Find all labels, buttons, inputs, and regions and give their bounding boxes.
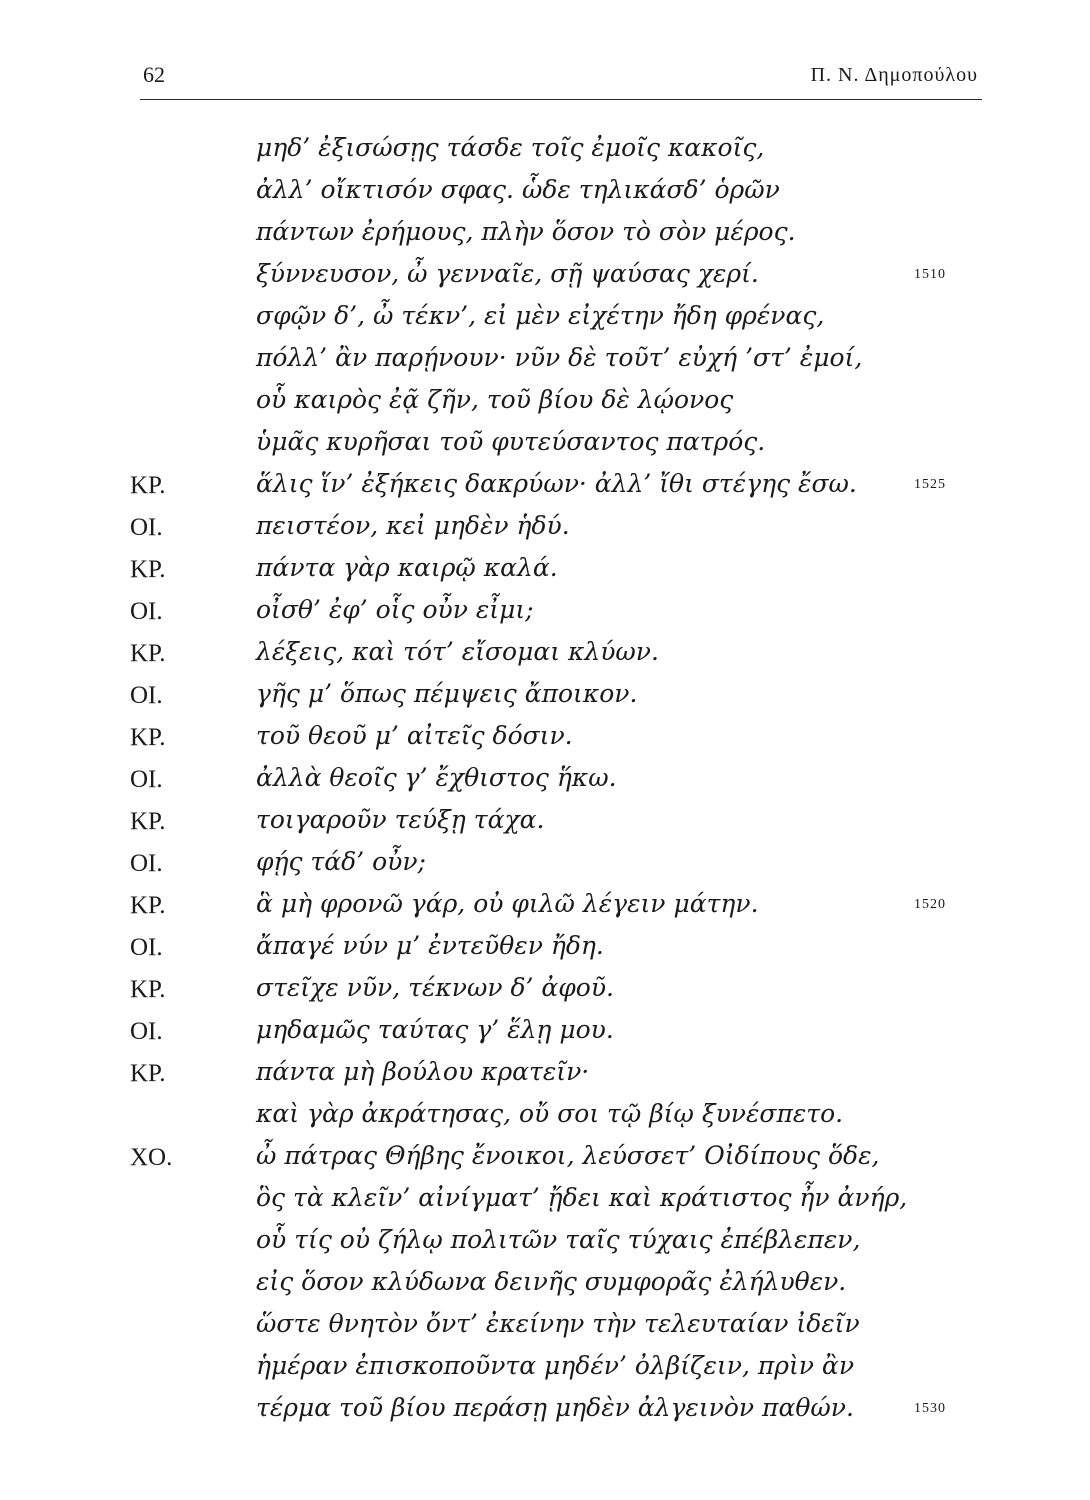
verse-text: πειστέον, κεἰ μηδὲν ἡδύ.: [256, 511, 570, 540]
verse-text: τοιγαροῦν τεύξῃ τάχα.: [256, 805, 545, 834]
verse-line: [0, 343, 1090, 385]
speaker-label: ΧΟ.: [130, 1144, 173, 1171]
verse-line: [0, 1141, 1090, 1183]
verse-text: ὃς τὰ κλεῖν’ αἰνίγματ’ ᾔδει καὶ κράτιστος ἦν ἀνήρ,: [256, 1183, 908, 1212]
speaker-label: ΚΡ.: [130, 640, 166, 667]
verse-line: [0, 1183, 1090, 1225]
verse-text: σφῷν δ’, ὦ τέκν’, εἰ μὲν εἰχέτην ἤδη φρένας,: [256, 301, 825, 330]
verse-line: [0, 721, 1090, 763]
header-rule: [140, 99, 982, 100]
verse-line: [0, 553, 1090, 595]
verse-text: ἅλις ἵν’ ἐξήκεις δακρύων· ἀλλ’ ἴθι στέγης ἔσω.: [256, 469, 857, 498]
verse-text: καὶ γὰρ ἀκράτησας, οὔ σοι τῷ βίῳ ξυνέσπετο.: [256, 1099, 844, 1128]
verse-text: πόλλ’ ἂν παρῄνουν· νῦν δὲ τοῦτ’ εὐχή ’στ’ ἐμοί,: [256, 343, 863, 372]
speaker-label: ΚΡ.: [130, 808, 166, 835]
verse-line: [0, 763, 1090, 805]
line-number: 1520: [914, 897, 946, 912]
verse-line: [0, 427, 1090, 469]
verse-text: εἰς ὅσον κλύδωνα δεινῆς συμφορᾶς ἐλήλυθεν.: [256, 1267, 847, 1296]
speaker-label: ΚΡ.: [130, 976, 166, 1003]
verse-text: τέρμα τοῦ βίου περάσῃ μηδὲν ἀλγεινὸν παθών.: [256, 1393, 854, 1422]
verse-line: [0, 1225, 1090, 1267]
verse-line: [0, 1309, 1090, 1351]
verse-text: ὑμᾶς κυρῆσαι τοῦ φυτεύσαντος πατρός.: [256, 427, 766, 456]
verse-line: [0, 385, 1090, 427]
verse-line: [0, 1393, 1090, 1435]
verse-line: [0, 847, 1090, 889]
verse-text: ἀλλ’ οἴκτισόν σφας. ὧδε τηλικάσδ’ ὁρῶν: [256, 175, 780, 204]
verse-text: ἄπαγέ νύν μ’ ἐντεῦθεν ἤδη.: [256, 931, 604, 960]
verse-text: πάντα γὰρ καιρῷ καλά.: [256, 553, 558, 582]
verse-line: [0, 1015, 1090, 1057]
line-number: 1530: [914, 1401, 946, 1416]
verse-text: φῄς τάδ’ οὖν;: [256, 847, 426, 876]
speaker-label: ΟΙ.: [130, 514, 163, 541]
verse-line: [0, 1099, 1090, 1141]
verse-line: [0, 1351, 1090, 1393]
speaker-label: ΟΙ.: [130, 682, 163, 709]
verse-text: τοῦ θεοῦ μ’ αἰτεῖς δόσιν.: [256, 721, 573, 750]
verse-text: ἃ μὴ φρονῶ γάρ, οὐ φιλῶ λέγειν μάτην.: [256, 889, 759, 918]
speaker-label: ΚΡ.: [130, 1060, 166, 1087]
verse-text: ξύννευσον, ὦ γενναῖε, σῇ ψαύσας χερί.: [256, 259, 759, 288]
verse-line: [0, 175, 1090, 217]
speaker-label: ΚΡ.: [130, 892, 166, 919]
verse-text: στεῖχε νῦν, τέκνων δ’ ἀφοῦ.: [256, 973, 615, 1002]
verse-line: [0, 637, 1090, 679]
verse-text: ἀλλὰ θεοῖς γ’ ἔχθιστος ἥκω.: [256, 763, 617, 792]
speaker-label: ΟΙ.: [130, 1018, 163, 1045]
speaker-label: ΚΡ.: [130, 724, 166, 751]
verse-line: [0, 805, 1090, 847]
verse-text: οὗ τίς οὐ ζήλῳ πολιτῶν ταῖς τύχαις ἐπέβλεπεν,: [256, 1225, 861, 1254]
line-number: 1510: [914, 267, 946, 282]
speaker-label: ΟΙ.: [130, 850, 163, 877]
page-number: 62: [143, 62, 165, 87]
verse-text: οἶσθ’ ἐφ’ οἷς οὖν εἶμι;: [256, 595, 534, 624]
speaker-label: ΚΡ.: [130, 556, 166, 583]
speaker-label: ΚΡ.: [130, 472, 166, 499]
verse-block: [0, 133, 1090, 1435]
verse-line: [0, 133, 1090, 175]
verse-line: [0, 1267, 1090, 1309]
verse-line: [0, 973, 1090, 1015]
verse-text: γῆς μ’ ὅπως πέμψεις ἄποικον.: [256, 679, 638, 708]
verse-line: [0, 595, 1090, 637]
verse-line: [0, 259, 1090, 301]
verse-text: μηδ’ ἐξισώσῃς τάσδε τοῖς ἐμοῖς κακοῖς,: [256, 133, 765, 162]
speaker-label: ΟΙ.: [130, 934, 163, 961]
verse-text: ὦ πάτρας Θήβης ἔνοικοι, λεύσσετ’ Οἰδίπους ὅδε,: [256, 1141, 880, 1170]
line-number: 1525: [914, 477, 946, 492]
verse-line: [0, 679, 1090, 721]
verse-line: [0, 1057, 1090, 1099]
speaker-label: ΟΙ.: [130, 598, 163, 625]
verse-text: μηδαμῶς ταύτας γ’ ἕλῃ μου.: [256, 1015, 614, 1044]
verse-line: [0, 469, 1090, 511]
page-header: [0, 0, 1090, 110]
verse-line: [0, 889, 1090, 931]
verse-text: πάντα μὴ βούλου κρατεῖν·: [256, 1057, 590, 1086]
running-head: Π. Ν. Δημοπούλου: [810, 64, 978, 86]
verse-text: ἡμέραν ἐπισκοποῦντα μηδέν’ ὀλβίζειν, πρὶν ἂν: [256, 1351, 855, 1380]
verse-text: πάντων ἐρήμους, πλὴν ὅσον τὸ σὸν μέρος.: [256, 217, 796, 246]
verse-text: ὥστε θνητὸν ὄντ’ ἐκείνην τὴν τελευταίαν ἰδεῖν: [256, 1309, 860, 1338]
verse-text: οὗ καιρὸς ἐᾷ ζῆν, τοῦ βίου δὲ λῴονος: [256, 385, 734, 414]
verse-line: [0, 511, 1090, 553]
verse-line: [0, 301, 1090, 343]
verse-line: [0, 217, 1090, 259]
speaker-label: ΟΙ.: [130, 766, 163, 793]
verse-text: λέξεις, καὶ τότ’ εἴσομαι κλύων.: [256, 637, 659, 666]
verse-line: [0, 931, 1090, 973]
